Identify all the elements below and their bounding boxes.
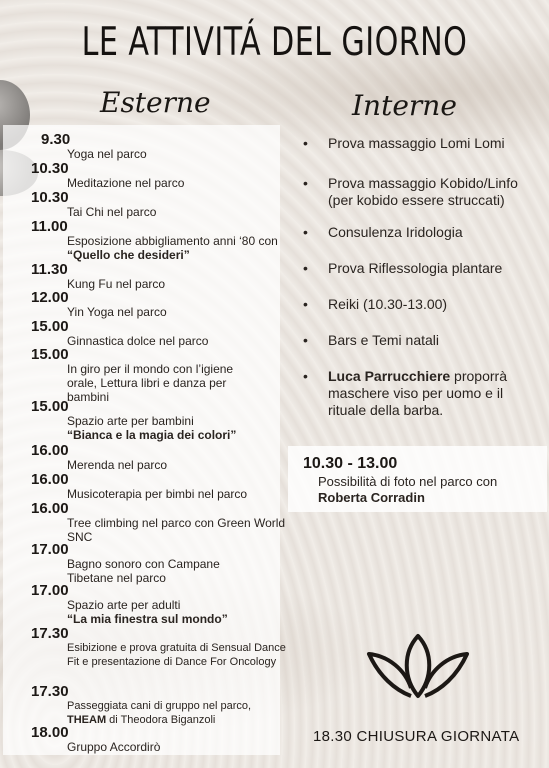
photo-photographer: Roberta Corradin	[318, 490, 425, 505]
list-item-text: Consulenza Iridologia	[328, 224, 463, 240]
activity-entry	[31, 472, 281, 501]
list-item-text: Reiki (10.30-13.00)	[328, 296, 448, 312]
bullet-icon: •	[303, 332, 308, 348]
list-item	[303, 332, 538, 349]
activity-time: 17.30	[31, 683, 69, 700]
activity-desc-text: Spazio arte per bambini	[67, 414, 194, 428]
activity-time: 16.00	[31, 442, 69, 459]
activity-time: 10.30	[31, 189, 69, 206]
activity-entry	[31, 132, 281, 161]
list-item	[303, 260, 538, 277]
list-item-text: Prova Riflessologia plantare	[328, 260, 503, 276]
activity-desc: Bagno sonoro con Campane Tibetane nel parco	[67, 557, 220, 585]
activity-desc: Merenda nel parco	[67, 458, 168, 472]
list-item	[303, 135, 538, 152]
bullet-icon: •	[303, 224, 308, 240]
activity-entry	[31, 500, 286, 544]
activity-entry	[31, 684, 281, 727]
list-item-highlight: Luca Parrucchiere	[328, 368, 451, 384]
activity-desc-text: Spazio arte per adulti	[67, 598, 181, 612]
activity-desc: Ginnastica dolce nel parco	[67, 334, 209, 348]
activity-desc-text: Esposizione abbigliamento anni ‘80 con	[67, 234, 278, 248]
activity-time: 12.00	[31, 289, 69, 306]
activity-time: 15.00	[31, 318, 69, 335]
activity-time: 18.00	[31, 724, 69, 741]
activity-entry	[31, 161, 281, 190]
list-item	[303, 175, 538, 209]
activity-desc-highlight: “Bianca e la magia dei colori”	[67, 428, 237, 442]
activity-entry	[31, 625, 286, 669]
activity-desc: Musicoterapia per bimbi nel parco	[67, 487, 248, 501]
activity-time: 15.00	[31, 398, 69, 415]
list-item	[303, 224, 538, 241]
list-item	[303, 368, 538, 419]
activity-entry	[31, 219, 281, 262]
activity-desc	[67, 699, 287, 727]
activity-entry	[31, 542, 281, 585]
activity-desc-highlight: THEAM	[67, 714, 107, 726]
activity-desc-highlight: “Quello che desideri”	[67, 248, 190, 262]
bullet-icon: •	[303, 260, 308, 276]
activity-desc: In giro per il mondo con l’igiene orale, Lettura libri e danza per bambini	[67, 362, 234, 404]
bullet-icon: •	[303, 135, 308, 151]
activity-desc-text: Passeggiata cani di gruppo nel parco,	[67, 700, 252, 712]
page-title: LE ATTIVITÁ DEL GIORNO	[81, 20, 468, 65]
activity-time: 16.00	[31, 471, 69, 488]
list-item-text	[328, 368, 538, 419]
activity-desc	[67, 414, 281, 442]
photo-time: 10.30 - 13.00	[303, 455, 398, 472]
external-heading: Esterne	[100, 86, 211, 119]
photo-session-box	[288, 446, 547, 512]
activity-entry	[31, 290, 281, 319]
activity-time: 11.30	[31, 261, 68, 278]
activity-entry	[31, 725, 281, 754]
activity-time: 17.00	[31, 541, 69, 558]
activity-entry	[31, 443, 281, 472]
list-item	[303, 296, 538, 313]
activity-time: 17.30	[31, 625, 69, 642]
list-item-text: Prova massaggio Kobido/Linfo (per kobido essere struccati)	[328, 175, 518, 208]
photo-desc	[318, 474, 543, 506]
activity-desc	[67, 598, 281, 626]
activity-desc: Tree climbing nel parco con Green World SNC	[67, 516, 286, 544]
activity-desc: Yin Yoga nel parco	[67, 305, 167, 319]
list-item-text-rest: proporrà maschere viso per uomo e il rituale della barba.	[328, 368, 507, 418]
closing-text: 18.30 CHIUSURA GIORNATA	[313, 728, 520, 745]
activity-entry	[31, 583, 281, 626]
activity-desc-text-after: di Theodora Biganzoli	[106, 714, 216, 726]
activity-entry	[31, 319, 281, 348]
activity-desc: Meditazione nel parco	[67, 176, 185, 190]
activity-desc	[67, 234, 281, 262]
activity-entry	[31, 262, 281, 291]
bullet-icon: •	[303, 175, 308, 191]
external-activities-panel	[3, 125, 286, 755]
activity-desc: Esibizione e prova gratuita di Sensual Dance Fit e presentazione di Dance For Oncology	[67, 642, 286, 668]
activity-time: 10.30	[31, 160, 69, 177]
photo-desc-text: Possibilità di foto nel parco con	[318, 474, 498, 489]
activity-desc: Gruppo Accordirò	[67, 740, 161, 754]
activity-entry	[31, 347, 281, 404]
activity-desc: Tai Chi nel parco	[67, 205, 157, 219]
activity-time: 11.00	[31, 218, 68, 235]
internal-heading: Interne	[352, 89, 457, 122]
list-item-text: Prova massaggio Lomi Lomi	[328, 135, 505, 151]
activity-time: 9.30	[41, 131, 71, 148]
activity-desc-highlight: “La mia finestra sul mondo”	[67, 612, 228, 626]
list-item-text: Bars e Temi natali	[328, 332, 440, 348]
lotus-icon	[365, 630, 471, 702]
activity-desc: Yoga nel parco	[67, 147, 147, 161]
activity-entry	[31, 190, 281, 219]
activity-time: 17.00	[31, 582, 69, 599]
bullet-icon: •	[303, 296, 308, 312]
activity-time: 15.00	[31, 346, 69, 363]
activity-entry	[31, 399, 281, 442]
activity-time: 16.00	[31, 500, 69, 517]
bullet-icon: •	[303, 368, 308, 384]
activity-desc: Kung Fu nel parco	[67, 277, 166, 291]
